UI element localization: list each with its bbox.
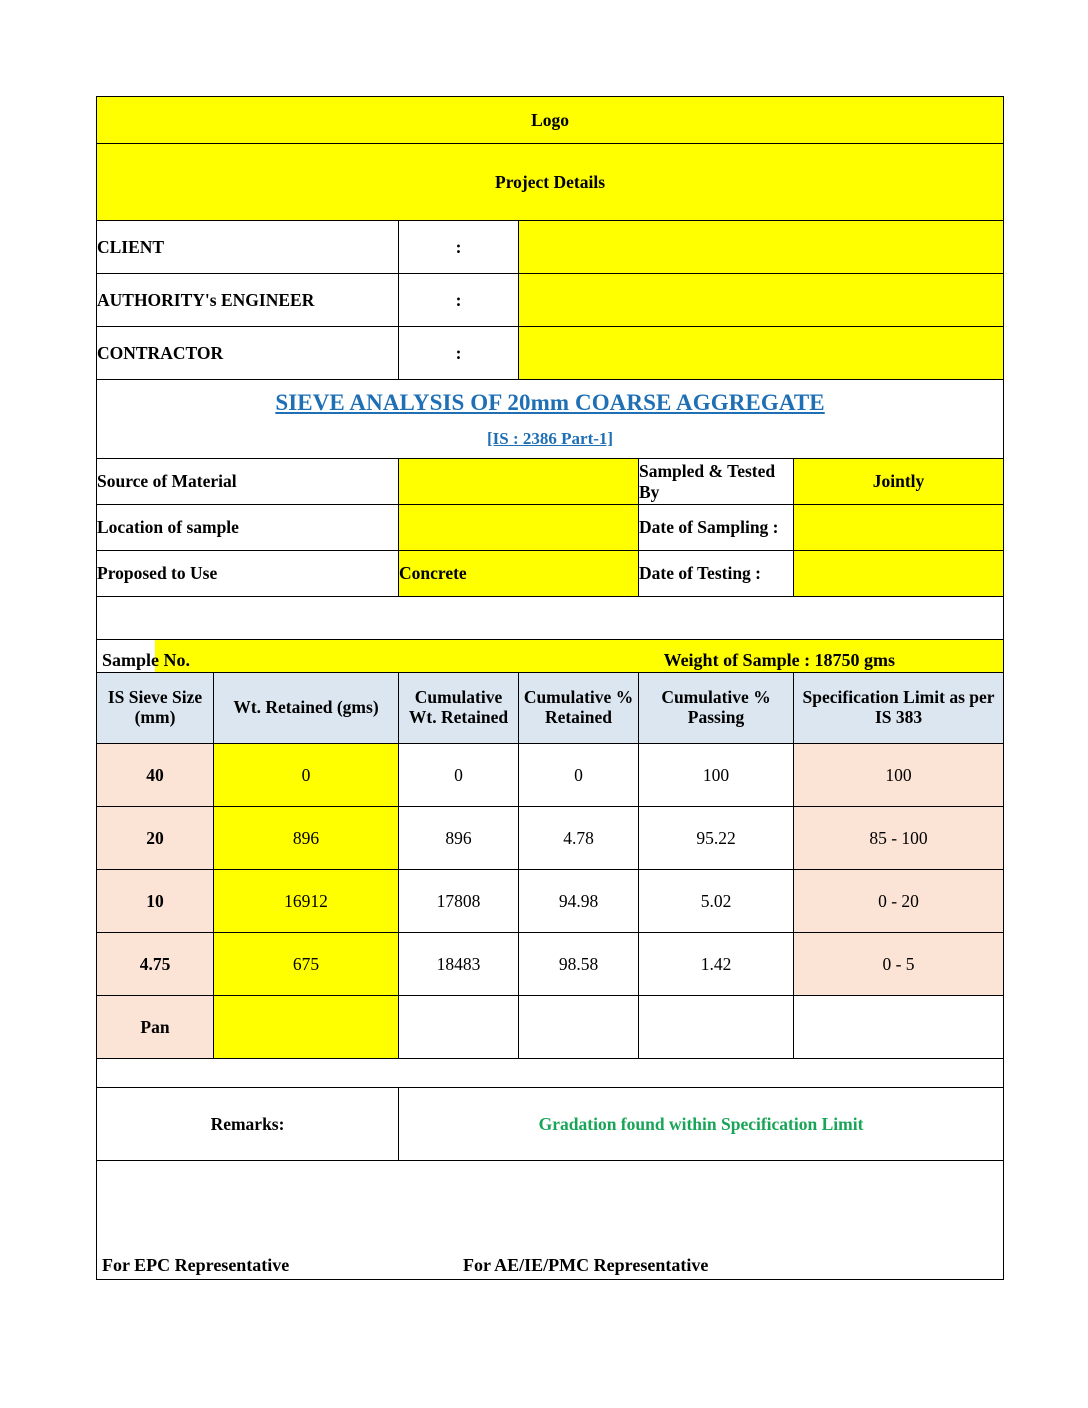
standard-reference: [IS : 2386 Part-1]	[487, 428, 614, 448]
signature-block	[97, 1161, 1004, 1280]
table-row	[97, 933, 1004, 996]
cell-sieve-size: Pan	[97, 996, 214, 1059]
cell-cumulative-pct-passing: 5.02	[639, 870, 794, 933]
logo-row	[97, 97, 1004, 144]
sampled-tested-by-label: Sampled & Tested By	[639, 459, 794, 505]
cell-cumulative-pct-retained: 4.78	[519, 807, 639, 870]
cell-specification-limit	[794, 996, 1004, 1059]
remarks-label: Remarks:	[97, 1088, 399, 1161]
authority-engineer-label: AUTHORITY's ENGINEER	[97, 274, 399, 327]
project-details-row	[97, 144, 1004, 221]
cell-cumulative-wt	[399, 996, 519, 1059]
remarks-row	[97, 1088, 1004, 1161]
signature-ae-ie-pmc-label: For AE/IE/PMC Representative	[463, 1255, 709, 1275]
table-row	[97, 744, 1004, 807]
cell-sieve-size: 40	[97, 744, 214, 807]
column-header-sieve-size: IS Sieve Size (mm)	[97, 673, 214, 744]
contractor-colon: :	[399, 327, 519, 380]
signature-row	[97, 1161, 1004, 1280]
table-header-row	[97, 673, 1004, 744]
authority-engineer-row	[97, 274, 1004, 327]
cell-wt-retained-input[interactable]: 675	[214, 933, 399, 996]
cell-specification-limit: 85 - 100	[794, 807, 1004, 870]
sample-info-band	[97, 640, 1004, 673]
sample-band-row	[97, 640, 1004, 673]
authority-engineer-value-input[interactable]	[519, 274, 1004, 327]
client-label: CLIENT	[97, 221, 399, 274]
column-header-cumulative-pct-passing: Cumulative % Passing	[639, 673, 794, 744]
date-of-testing-label: Date of Testing :	[639, 551, 794, 597]
date-of-sampling-input[interactable]	[794, 505, 1004, 551]
contractor-value-input[interactable]	[519, 327, 1004, 380]
weight-of-sample-label: Weight of Sample : 18750 gms	[663, 650, 896, 670]
cell-cumulative-pct-passing: 100	[639, 744, 794, 807]
client-colon: :	[399, 221, 519, 274]
date-of-sampling-label: Date of Sampling :	[639, 505, 794, 551]
source-of-material-input[interactable]	[399, 459, 639, 505]
cell-cumulative-wt: 896	[399, 807, 519, 870]
column-header-cumulative-wt-retained: Cumulative Wt. Retained	[399, 673, 519, 744]
source-row	[97, 459, 1004, 505]
cell-sieve-size: 20	[97, 807, 214, 870]
contractor-label: CONTRACTOR	[97, 327, 399, 380]
cell-cumulative-pct-passing: 95.22	[639, 807, 794, 870]
page-title: SIEVE ANALYSIS OF 20mm COARSE AGGREGATE	[275, 389, 825, 415]
date-of-testing-input[interactable]	[794, 551, 1004, 597]
cell-cumulative-pct-passing	[639, 996, 794, 1059]
cell-sieve-size: 4.75	[97, 933, 214, 996]
cell-specification-limit: 0 - 5	[794, 933, 1004, 996]
client-row	[97, 221, 1004, 274]
cell-wt-retained-input[interactable]: 16912	[214, 870, 399, 933]
report-title-cell	[97, 380, 1004, 459]
column-header-wt-retained: Wt. Retained (gms)	[214, 673, 399, 744]
signature-epc-label: For EPC Representative	[102, 1255, 290, 1275]
proposed-use-row	[97, 551, 1004, 597]
location-of-sample-input[interactable]	[399, 505, 639, 551]
title-row	[97, 380, 1004, 459]
sampled-tested-by-input[interactable]: Jointly	[794, 459, 1004, 505]
gap-cell	[97, 1059, 1004, 1088]
location-of-sample-label: Location of sample	[97, 505, 399, 551]
cell-cumulative-pct-retained: 0	[519, 744, 639, 807]
project-details-cell: Project Details	[97, 144, 1004, 221]
authority-engineer-colon: :	[399, 274, 519, 327]
cell-sieve-size: 10	[97, 870, 214, 933]
sample-no-label: Sample No.	[102, 650, 191, 670]
proposed-to-use-label: Proposed to Use	[97, 551, 399, 597]
report-sheet	[96, 96, 1003, 1280]
column-header-cumulative-pct-retained: Cumulative % Retained	[519, 673, 639, 744]
cell-specification-limit: 0 - 20	[794, 870, 1004, 933]
column-header-specification-limit: Specification Limit as per IS 383	[794, 673, 1004, 744]
spacer-cell	[97, 597, 1004, 640]
cell-wt-retained-input[interactable]: 896	[214, 807, 399, 870]
source-of-material-label: Source of Material	[97, 459, 399, 505]
sieve-analysis-report-table	[96, 96, 1004, 1280]
cell-cumulative-pct-retained	[519, 996, 639, 1059]
client-value-input[interactable]	[519, 221, 1004, 274]
cell-wt-retained-input[interactable]	[214, 996, 399, 1059]
location-row	[97, 505, 1004, 551]
cell-cumulative-wt: 18483	[399, 933, 519, 996]
cell-cumulative-pct-retained: 94.98	[519, 870, 639, 933]
spacer-row	[97, 597, 1004, 640]
cell-specification-limit: 100	[794, 744, 1004, 807]
proposed-to-use-input[interactable]: Concrete	[399, 551, 639, 597]
cell-cumulative-wt: 0	[399, 744, 519, 807]
table-row	[97, 996, 1004, 1059]
logo-cell: Logo	[97, 97, 1004, 144]
cell-wt-retained-input[interactable]: 0	[214, 744, 399, 807]
remarks-value[interactable]: Gradation found within Specification Limit	[399, 1088, 1004, 1161]
cell-cumulative-wt: 17808	[399, 870, 519, 933]
cell-cumulative-pct-passing: 1.42	[639, 933, 794, 996]
table-row	[97, 870, 1004, 933]
cell-cumulative-pct-retained: 98.58	[519, 933, 639, 996]
table-row	[97, 807, 1004, 870]
contractor-row	[97, 327, 1004, 380]
gap-row	[97, 1059, 1004, 1088]
